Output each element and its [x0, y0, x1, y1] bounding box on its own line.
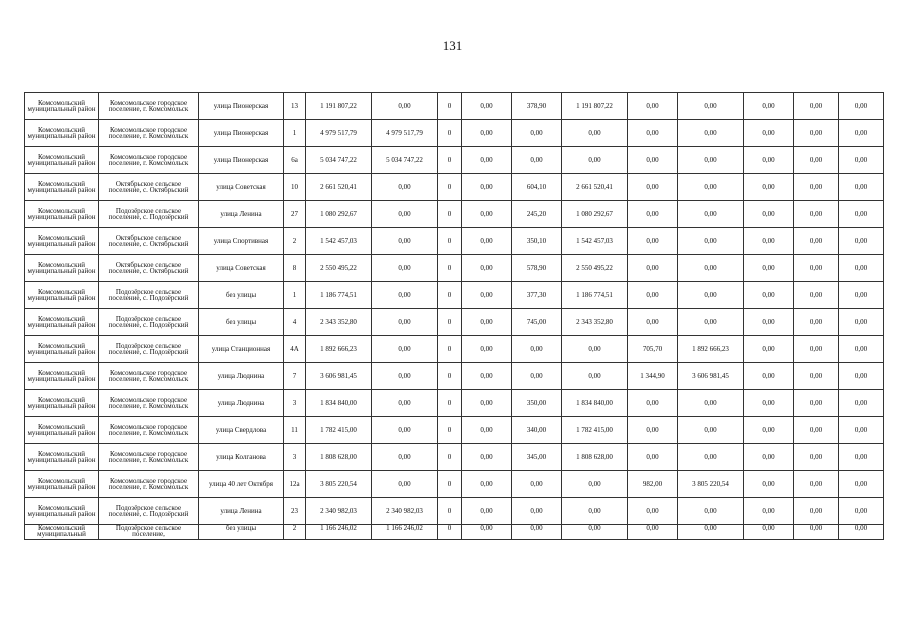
value-col-11-cell: 0,00 [839, 417, 884, 444]
total-cost-cell: 1 542 457,03 [306, 228, 372, 255]
total-cost-cell: 3 805 220,54 [306, 471, 372, 498]
value-col-9-cell: 0,00 [744, 363, 794, 390]
area-col-5-cell: 345,00 [512, 444, 562, 471]
value-col-11-cell: 0,00 [839, 444, 884, 471]
value-col-9-cell: 0,00 [744, 498, 794, 525]
value-col-11-cell: 0,00 [839, 282, 884, 309]
value-col-9-cell: 0,00 [744, 417, 794, 444]
count-col-3-cell: 0 [438, 120, 462, 147]
settlement-cell: Подозёрское сельское поселение, с. Подозёрский [99, 336, 199, 363]
value-col-11-cell: 0,00 [839, 363, 884, 390]
area-col-5-cell: 378,90 [512, 93, 562, 120]
total-cost-cell: 2 340 982,03 [306, 498, 372, 525]
value-col-9-cell: 0,00 [744, 147, 794, 174]
cost-col-6-cell: 2 661 520,41 [562, 174, 628, 201]
count-col-3-cell: 0 [438, 417, 462, 444]
district-cell: Комсомольский муниципальный район [25, 417, 99, 444]
area-col-7-cell: 0,00 [628, 174, 678, 201]
cost-col-8-cell: 3 805 220,54 [678, 471, 744, 498]
area-col-5-cell: 340,00 [512, 417, 562, 444]
settlement-cell: Подозёрское сельское поселение, с. Подозёрский [99, 282, 199, 309]
count-col-3-cell: 0 [438, 525, 462, 540]
cost-col-8-cell: 0,00 [678, 147, 744, 174]
house-number-cell: 1 [284, 282, 306, 309]
cost-col-2-cell: 0,00 [372, 282, 438, 309]
value-col-4-cell: 0,00 [462, 174, 512, 201]
total-cost-cell: 4 979 517,79 [306, 120, 372, 147]
value-col-10-cell: 0,00 [794, 363, 839, 390]
cost-col-8-cell: 0,00 [678, 255, 744, 282]
settlement-cell: Комсомольское городское поселение, г. Комсомольск [99, 93, 199, 120]
cost-col-6-cell: 0,00 [562, 336, 628, 363]
area-col-5-cell: 245,20 [512, 201, 562, 228]
cost-col-2-cell: 0,00 [372, 471, 438, 498]
district-cell: Комсомольский муниципальный район [25, 201, 99, 228]
district-cell: Комсомольский муниципальный район [25, 498, 99, 525]
value-col-4-cell: 0,00 [462, 120, 512, 147]
cost-col-8-cell: 0,00 [678, 525, 744, 540]
value-col-10-cell: 0,00 [794, 120, 839, 147]
value-col-10-cell: 0,00 [794, 336, 839, 363]
cost-col-2-cell: 1 166 246,02 [372, 525, 438, 540]
district-cell: Комсомольский муниципальный район [25, 282, 99, 309]
table-row [25, 93, 884, 120]
area-col-7-cell: 0,00 [628, 147, 678, 174]
settlement-cell: Комсомольское городское поселение, г. Комсомольск [99, 120, 199, 147]
value-col-9-cell: 0,00 [744, 336, 794, 363]
cost-col-6-cell: 0,00 [562, 498, 628, 525]
value-col-9-cell: 0,00 [744, 309, 794, 336]
cost-col-6-cell: 1 191 807,22 [562, 93, 628, 120]
settlement-cell: Комсомольское городское поселение, г. Комсомольск [99, 363, 199, 390]
house-number-cell: 12а [284, 471, 306, 498]
total-cost-cell: 3 606 981,45 [306, 363, 372, 390]
settlement-cell: Октябрьское сельское поселение, с. Октябрьский [99, 255, 199, 282]
area-col-7-cell: 0,00 [628, 201, 678, 228]
settlement-cell: Комсомольское городское поселение, г. Комсомольск [99, 417, 199, 444]
area-col-7-cell: 0,00 [628, 444, 678, 471]
value-col-11-cell: 0,00 [839, 471, 884, 498]
settlement-cell: Комсомольское городское поселение, г. Комсомольск [99, 444, 199, 471]
page-number: 131 [442, 38, 463, 53]
value-col-9-cell: 0,00 [744, 120, 794, 147]
value-col-4-cell: 0,00 [462, 93, 512, 120]
value-col-10-cell: 0,00 [794, 228, 839, 255]
street-cell: улица Люднина [199, 363, 284, 390]
cost-col-6-cell: 1 080 292,67 [562, 201, 628, 228]
area-col-5-cell: 0,00 [512, 363, 562, 390]
value-col-4-cell: 0,00 [462, 444, 512, 471]
table-row [25, 336, 884, 363]
table-body [25, 93, 884, 540]
value-col-9-cell: 0,00 [744, 390, 794, 417]
table-row [25, 417, 884, 444]
area-col-7-cell: 0,00 [628, 255, 678, 282]
cost-col-6-cell: 1 542 457,03 [562, 228, 628, 255]
house-number-cell: 11 [284, 417, 306, 444]
value-col-10-cell: 0,00 [794, 390, 839, 417]
area-col-7-cell: 0,00 [628, 390, 678, 417]
settlement-cell: Подозёрское сельское поселение, с. Подозёрский [99, 201, 199, 228]
district-cell: Комсомольский муниципальный [25, 525, 99, 540]
area-col-7-cell: 0,00 [628, 282, 678, 309]
cost-col-6-cell: 0,00 [562, 363, 628, 390]
table-row [25, 174, 884, 201]
cost-col-6-cell: 0,00 [562, 120, 628, 147]
area-col-5-cell: 0,00 [512, 147, 562, 174]
area-col-7-cell: 0,00 [628, 525, 678, 540]
cost-col-2-cell: 0,00 [372, 363, 438, 390]
value-col-11-cell: 0,00 [839, 174, 884, 201]
value-col-10-cell: 0,00 [794, 525, 839, 540]
cost-col-8-cell: 0,00 [678, 228, 744, 255]
district-cell: Комсомольский муниципальный район [25, 390, 99, 417]
area-col-7-cell: 0,00 [628, 120, 678, 147]
street-cell: улица Ленина [199, 201, 284, 228]
value-col-11-cell: 0,00 [839, 93, 884, 120]
cost-col-2-cell: 0,00 [372, 201, 438, 228]
area-col-7-cell: 705,70 [628, 336, 678, 363]
count-col-3-cell: 0 [438, 228, 462, 255]
settlement-cell: Подозёрское сельское поселение, [99, 525, 199, 540]
cost-col-2-cell: 2 340 982,03 [372, 498, 438, 525]
cost-col-8-cell: 0,00 [678, 120, 744, 147]
cost-col-2-cell: 0,00 [372, 255, 438, 282]
cost-col-6-cell: 1 186 774,51 [562, 282, 628, 309]
count-col-3-cell: 0 [438, 444, 462, 471]
count-col-3-cell: 0 [438, 282, 462, 309]
cost-col-8-cell: 0,00 [678, 174, 744, 201]
total-cost-cell: 1 166 246,02 [306, 525, 372, 540]
street-cell: без улицы [199, 309, 284, 336]
district-cell: Комсомольский муниципальный район [25, 363, 99, 390]
area-col-5-cell: 0,00 [512, 120, 562, 147]
cost-col-2-cell: 0,00 [372, 390, 438, 417]
house-number-cell: 13 [284, 93, 306, 120]
count-col-3-cell: 0 [438, 390, 462, 417]
district-cell: Комсомольский муниципальный район [25, 174, 99, 201]
value-col-11-cell: 0,00 [839, 336, 884, 363]
value-col-4-cell: 0,00 [462, 390, 512, 417]
cost-col-6-cell: 1 808 628,00 [562, 444, 628, 471]
cost-col-8-cell: 0,00 [678, 498, 744, 525]
street-cell: улица Советская [199, 255, 284, 282]
value-col-11-cell: 0,00 [839, 309, 884, 336]
table-row [25, 525, 884, 540]
area-col-7-cell: 0,00 [628, 93, 678, 120]
house-number-cell: 3 [284, 390, 306, 417]
count-col-3-cell: 0 [438, 336, 462, 363]
street-cell: улица Колганова [199, 444, 284, 471]
cost-col-2-cell: 0,00 [372, 444, 438, 471]
district-cell: Комсомольский муниципальный район [25, 336, 99, 363]
table-row [25, 444, 884, 471]
count-col-3-cell: 0 [438, 93, 462, 120]
area-col-5-cell: 604,10 [512, 174, 562, 201]
value-col-4-cell: 0,00 [462, 498, 512, 525]
total-cost-cell: 1 834 840,00 [306, 390, 372, 417]
street-cell: улица Свердлова [199, 417, 284, 444]
cost-col-8-cell: 1 892 666,23 [678, 336, 744, 363]
count-col-3-cell: 0 [438, 147, 462, 174]
cost-col-6-cell: 2 550 495,22 [562, 255, 628, 282]
house-number-cell: 2 [284, 525, 306, 540]
total-cost-cell: 1 080 292,67 [306, 201, 372, 228]
cost-col-6-cell: 0,00 [562, 471, 628, 498]
house-number-cell: 6а [284, 147, 306, 174]
street-cell: улица 40 лет Октября [199, 471, 284, 498]
count-col-3-cell: 0 [438, 201, 462, 228]
settlement-cell: Комсомольское городское поселение, г. Комсомольск [99, 147, 199, 174]
area-col-7-cell: 0,00 [628, 228, 678, 255]
value-col-10-cell: 0,00 [794, 498, 839, 525]
cost-col-2-cell: 0,00 [372, 336, 438, 363]
street-cell: улица Спортивная [199, 228, 284, 255]
house-number-cell: 3 [284, 444, 306, 471]
area-col-7-cell: 0,00 [628, 417, 678, 444]
total-cost-cell: 5 034 747,22 [306, 147, 372, 174]
street-cell: улица Пионерская [199, 93, 284, 120]
street-cell: улица Люднина [199, 390, 284, 417]
settlement-cell: Комсомольское городское поселение, г. Комсомольск [99, 471, 199, 498]
area-col-5-cell: 0,00 [512, 336, 562, 363]
total-cost-cell: 2 661 520,41 [306, 174, 372, 201]
settlement-cell: Комсомольское городское поселение, г. Комсомольск [99, 390, 199, 417]
area-col-7-cell: 0,00 [628, 498, 678, 525]
area-col-7-cell: 1 344,90 [628, 363, 678, 390]
table-row [25, 147, 884, 174]
value-col-10-cell: 0,00 [794, 417, 839, 444]
value-col-9-cell: 0,00 [744, 174, 794, 201]
house-number-cell: 4А [284, 336, 306, 363]
street-cell: улица Ленина [199, 498, 284, 525]
settlement-cell: Подозёрское сельское поселение, с. Подозёрский [99, 498, 199, 525]
value-col-11-cell: 0,00 [839, 201, 884, 228]
value-col-4-cell: 0,00 [462, 201, 512, 228]
district-cell: Комсомольский муниципальный район [25, 228, 99, 255]
cost-col-2-cell: 5 034 747,22 [372, 147, 438, 174]
cost-col-2-cell: 4 979 517,79 [372, 120, 438, 147]
cost-col-2-cell: 0,00 [372, 93, 438, 120]
value-col-9-cell: 0,00 [744, 228, 794, 255]
street-cell: без улицы [199, 525, 284, 540]
house-number-cell: 2 [284, 228, 306, 255]
area-col-5-cell: 0,00 [512, 498, 562, 525]
area-col-5-cell: 0,00 [512, 525, 562, 540]
count-col-3-cell: 0 [438, 255, 462, 282]
value-col-9-cell: 0,00 [744, 525, 794, 540]
value-col-9-cell: 0,00 [744, 282, 794, 309]
cost-col-2-cell: 0,00 [372, 309, 438, 336]
value-col-11-cell: 0,00 [839, 255, 884, 282]
value-col-4-cell: 0,00 [462, 336, 512, 363]
street-cell: улица Станционная [199, 336, 284, 363]
count-col-3-cell: 0 [438, 471, 462, 498]
value-col-4-cell: 0,00 [462, 417, 512, 444]
value-col-10-cell: 0,00 [794, 93, 839, 120]
table-row [25, 282, 884, 309]
value-col-11-cell: 0,00 [839, 147, 884, 174]
value-col-10-cell: 0,00 [794, 282, 839, 309]
value-col-11-cell: 0,00 [839, 498, 884, 525]
house-number-cell: 27 [284, 201, 306, 228]
house-number-cell: 8 [284, 255, 306, 282]
value-col-10-cell: 0,00 [794, 255, 839, 282]
value-col-4-cell: 0,00 [462, 471, 512, 498]
cost-col-6-cell: 2 343 352,80 [562, 309, 628, 336]
district-cell: Комсомольский муниципальный район [25, 147, 99, 174]
area-col-7-cell: 0,00 [628, 309, 678, 336]
value-col-11-cell: 0,00 [839, 228, 884, 255]
street-cell: улица Пионерская [199, 147, 284, 174]
table-row [25, 201, 884, 228]
value-col-9-cell: 0,00 [744, 444, 794, 471]
buildings-table [24, 92, 884, 540]
district-cell: Комсомольский муниципальный район [25, 120, 99, 147]
street-cell: без улицы [199, 282, 284, 309]
area-col-5-cell: 0,00 [512, 471, 562, 498]
total-cost-cell: 1 892 666,23 [306, 336, 372, 363]
value-col-10-cell: 0,00 [794, 147, 839, 174]
district-cell: Комсомольский муниципальный район [25, 93, 99, 120]
value-col-11-cell: 0,00 [839, 525, 884, 540]
value-col-4-cell: 0,00 [462, 147, 512, 174]
street-cell: улица Советская [199, 174, 284, 201]
area-col-5-cell: 578,90 [512, 255, 562, 282]
area-col-5-cell: 350,00 [512, 390, 562, 417]
street-cell: улица Пионерская [199, 120, 284, 147]
table-row [25, 255, 884, 282]
table-row [25, 228, 884, 255]
area-col-5-cell: 745,00 [512, 309, 562, 336]
district-cell: Комсомольский муниципальный район [25, 471, 99, 498]
cost-col-2-cell: 0,00 [372, 417, 438, 444]
value-col-4-cell: 0,00 [462, 228, 512, 255]
count-col-3-cell: 0 [438, 363, 462, 390]
total-cost-cell: 2 343 352,80 [306, 309, 372, 336]
value-col-11-cell: 0,00 [839, 120, 884, 147]
house-number-cell: 23 [284, 498, 306, 525]
district-cell: Комсомольский муниципальный район [25, 255, 99, 282]
count-col-3-cell: 0 [438, 498, 462, 525]
area-col-7-cell: 982,00 [628, 471, 678, 498]
house-number-cell: 10 [284, 174, 306, 201]
area-col-5-cell: 350,10 [512, 228, 562, 255]
settlement-cell: Октябрьское сельское поселение, с. Октябрьский [99, 174, 199, 201]
value-col-9-cell: 0,00 [744, 255, 794, 282]
table-row [25, 120, 884, 147]
value-col-4-cell: 0,00 [462, 309, 512, 336]
cost-col-8-cell: 0,00 [678, 390, 744, 417]
area-col-5-cell: 377,30 [512, 282, 562, 309]
total-cost-cell: 2 550 495,22 [306, 255, 372, 282]
district-cell: Комсомольский муниципальный район [25, 444, 99, 471]
cost-col-2-cell: 0,00 [372, 174, 438, 201]
value-col-4-cell: 0,00 [462, 363, 512, 390]
cost-col-6-cell: 1 782 415,00 [562, 417, 628, 444]
table-row [25, 471, 884, 498]
value-col-4-cell: 0,00 [462, 525, 512, 540]
value-col-9-cell: 0,00 [744, 93, 794, 120]
house-number-cell: 1 [284, 120, 306, 147]
cost-col-8-cell: 0,00 [678, 201, 744, 228]
total-cost-cell: 1 782 415,00 [306, 417, 372, 444]
value-col-9-cell: 0,00 [744, 201, 794, 228]
total-cost-cell: 1 808 628,00 [306, 444, 372, 471]
cost-col-8-cell: 3 606 981,45 [678, 363, 744, 390]
cost-col-8-cell: 0,00 [678, 93, 744, 120]
table-row [25, 309, 884, 336]
settlement-cell: Октябрьское сельское поселение, с. Октябрьский [99, 228, 199, 255]
house-number-cell: 4 [284, 309, 306, 336]
value-col-4-cell: 0,00 [462, 282, 512, 309]
table-row [25, 498, 884, 525]
cost-col-2-cell: 0,00 [372, 228, 438, 255]
cost-col-6-cell: 1 834 840,00 [562, 390, 628, 417]
value-col-9-cell: 0,00 [744, 471, 794, 498]
value-col-10-cell: 0,00 [794, 201, 839, 228]
count-col-3-cell: 0 [438, 309, 462, 336]
cost-col-8-cell: 0,00 [678, 417, 744, 444]
value-col-10-cell: 0,00 [794, 309, 839, 336]
value-col-10-cell: 0,00 [794, 471, 839, 498]
district-cell: Комсомольский муниципальный район [25, 309, 99, 336]
total-cost-cell: 1 186 774,51 [306, 282, 372, 309]
value-col-10-cell: 0,00 [794, 444, 839, 471]
cost-col-8-cell: 0,00 [678, 444, 744, 471]
table-row [25, 390, 884, 417]
value-col-11-cell: 0,00 [839, 390, 884, 417]
settlement-cell: Подозёрское сельское поселение, с. Подозёрский [99, 309, 199, 336]
cost-col-8-cell: 0,00 [678, 309, 744, 336]
cost-col-6-cell: 0,00 [562, 525, 628, 540]
cost-col-6-cell: 0,00 [562, 147, 628, 174]
total-cost-cell: 1 191 807,22 [306, 93, 372, 120]
house-number-cell: 7 [284, 363, 306, 390]
count-col-3-cell: 0 [438, 174, 462, 201]
cost-col-8-cell: 0,00 [678, 282, 744, 309]
table-row [25, 363, 884, 390]
value-col-4-cell: 0,00 [462, 255, 512, 282]
value-col-10-cell: 0,00 [794, 174, 839, 201]
